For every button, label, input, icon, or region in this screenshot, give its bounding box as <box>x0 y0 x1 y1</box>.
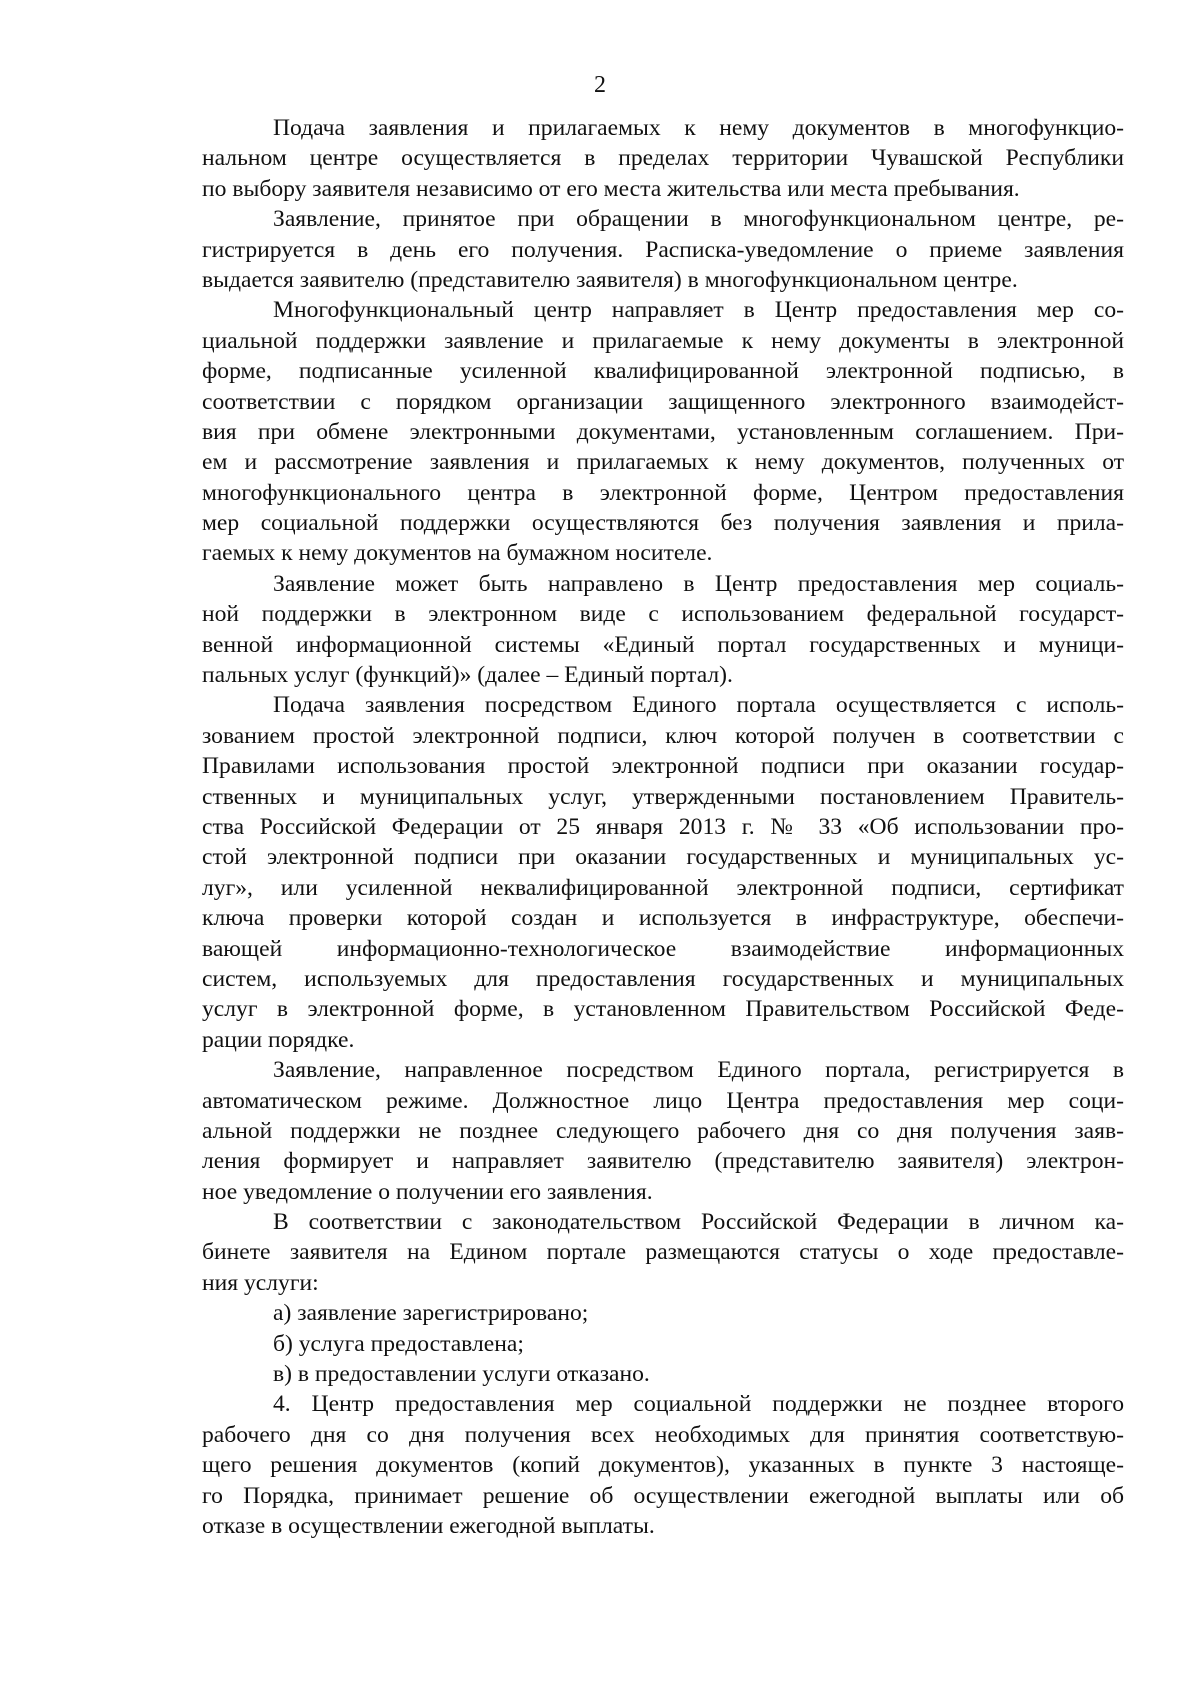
text-line: вающей информационно-технологическое взаимодействие информационных <box>202 935 1124 962</box>
document-body <box>202 113 1124 1541</box>
paragraph <box>202 1329 1124 1359</box>
paragraph <box>202 1389 1124 1541</box>
paragraph <box>202 1055 1124 1207</box>
text-line: рабочего дня со дня получения всех необходимых для принятия соответствую- <box>202 1421 1124 1448</box>
paragraph <box>202 1207 1124 1298</box>
text-line: вия при обмене электронными документами, установленным соглашением. При- <box>202 418 1124 445</box>
text-line: услуг в электронной форме, в установленном Правительством Российской Феде- <box>202 996 1124 1023</box>
text-line: венной информационной системы «Единый портал государственных и муници- <box>202 631 1124 658</box>
text-line: Заявление, принятое при обращении в многофункциональном центре, ре- <box>273 206 1124 233</box>
text-line: Подача заявления и прилагаемых к нему документов в многофункцио- <box>273 115 1124 141</box>
text-line: стой электронной подписи при оказании государственных и муниципальных ус- <box>202 844 1124 871</box>
text-line: мер социальной поддержки осуществляются без получения заявления и прила- <box>202 510 1124 537</box>
page-number: 2 <box>594 72 606 98</box>
text-line: луг», или усиленной неквалифицированной электронной подписи, сертификат <box>202 874 1124 901</box>
text-line: по выбору заявителя независимо от его места жительства или места пребывания. <box>202 175 1020 202</box>
text-line: пальных услуг (функций)» (далее – Единый портал). <box>202 662 733 689</box>
text-line: Подача заявления посредством Единого портала осуществляется с исполь- <box>273 692 1124 719</box>
text-line: ной поддержки в электронном виде с использованием федеральной государст- <box>202 601 1124 628</box>
text-line: ления формирует и направляет заявителю (представителю заявителя) электрон- <box>202 1148 1124 1175</box>
text-line: 4. Центр предоставления мер социальной поддержки не позднее второго <box>273 1391 1124 1418</box>
paragraph <box>202 204 1124 295</box>
text-line: зованием простой электронной подписи, ключ которой получен в соответствии с <box>202 722 1124 749</box>
text-line: ем и рассмотрение заявления и прилагаемых к нему документов, полученных от <box>202 449 1124 476</box>
paragraph <box>202 1359 1124 1389</box>
text-line: Заявление, направленное посредством Единого портала, регистрируется в <box>273 1057 1124 1084</box>
text-line: Заявление может быть направлено в Центр предоставления мер социаль- <box>273 570 1124 597</box>
text-line: ключа проверки которой создан и используется в инфраструктуре, обеспечи- <box>202 905 1124 932</box>
text-line: альной поддержки не позднее следующего рабочего дня со дня получения заяв- <box>202 1117 1124 1144</box>
text-line: систем, используемых для предоставления государственных и муниципальных <box>202 965 1124 992</box>
paragraph <box>202 569 1124 691</box>
text-line: Многофункциональный центр направляет в Центр предоставления мер со- <box>273 297 1124 324</box>
text-line: щего решения документов (копий документов), указанных в пункте 3 настояще- <box>202 1452 1124 1479</box>
text-line: выдается заявителю (представителю заявителя) в многофункциональном центре. <box>202 266 1018 293</box>
text-line: форме, подписанные усиленной квалифицированной электронной подписью, в <box>202 358 1124 385</box>
text-line: в) в предоставлении услуги отказано. <box>273 1361 650 1388</box>
text-line: ственных и муниципальных услуг, утвержденными постановлением Правитель- <box>202 783 1124 810</box>
text-line: В соответствии с законодательством Российской Федерации в личном ка- <box>273 1209 1124 1236</box>
text-line: нальном центре осуществляется в пределах территории Чувашской Республики <box>202 145 1124 172</box>
text-line: соответствии с порядком организации защищенного электронного взаимодейст- <box>202 388 1124 415</box>
text-line: б) услуга предоставлена; <box>273 1330 524 1357</box>
text-line: многофункционального центра в электронной форме, Центром предоставления <box>202 479 1124 506</box>
text-line: ния услуги: <box>202 1269 319 1296</box>
text-line: автоматическом режиме. Должностное лицо Центра предоставления мер соци- <box>202 1087 1124 1114</box>
text-line: гистрируется в день его получения. Расписка-уведомление о приеме заявления <box>202 236 1124 263</box>
paragraph <box>202 295 1124 569</box>
paragraph <box>202 690 1124 1055</box>
text-line: а) заявление зарегистрировано; <box>273 1300 589 1327</box>
text-line: ства Российской Федерации от 25 января 2013 г. № 33 «Об использовании про- <box>202 813 1124 840</box>
text-line: циальной поддержки заявление и прилагаемые к нему документы в электронной <box>202 327 1124 354</box>
paragraph <box>202 113 1124 204</box>
text-line: ное уведомление о получении его заявления. <box>202 1178 653 1205</box>
text-line: гаемых к нему документов на бумажном носителе. <box>202 540 713 567</box>
text-line: Правилами использования простой электронной подписи при оказании государ- <box>202 753 1124 780</box>
text-line: рации порядке. <box>202 1026 355 1053</box>
text-line: отказе в осуществлении ежегодной выплаты. <box>202 1512 655 1539</box>
text-line: го Порядка, принимает решение об осуществлении ежегодной выплаты или об <box>202 1482 1124 1509</box>
paragraph <box>202 1298 1124 1328</box>
text-line: бинете заявителя на Едином портале размещаются статусы о ходе предоставле- <box>202 1239 1124 1266</box>
